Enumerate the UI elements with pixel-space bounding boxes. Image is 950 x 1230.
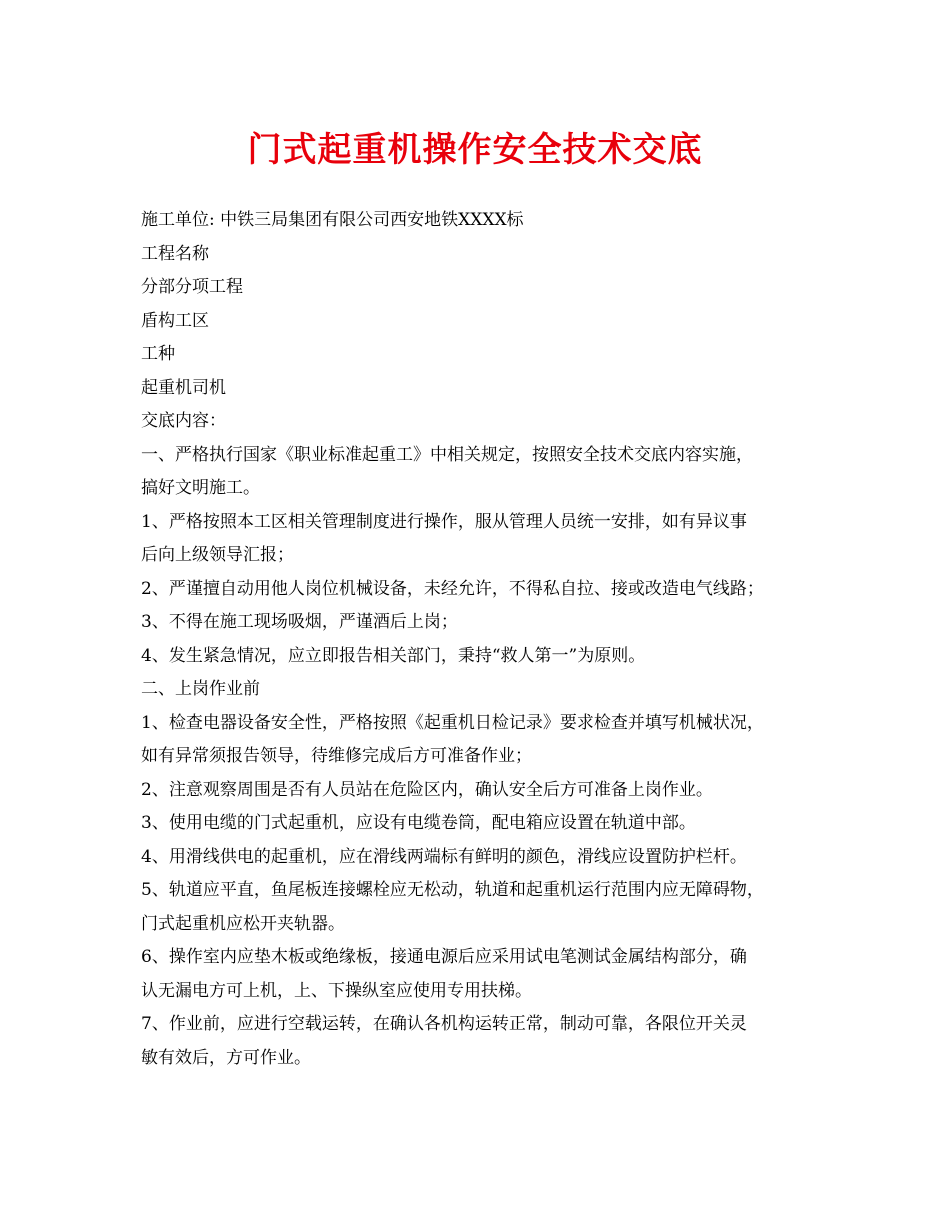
text-line: 施工单位: 中铁三局集团有限公司西安地铁XXXX标 bbox=[141, 210, 524, 230]
text-line: 1、检查电器设备安全性，严格按照《起重机日检记录》要求检查并填写机械状况， bbox=[141, 712, 764, 733]
text-line: 4、发生紧急情况，应立即报告相关部门，秉持“救人第一”为原则。 bbox=[141, 645, 646, 666]
text-line: 交底内容： bbox=[141, 411, 226, 431]
text-line: 7、作业前，应进行空载运转，在确认各机构运转正常，制动可靠，各限位开关灵 bbox=[141, 1014, 747, 1034]
text-line: 一、严格执行国家《职业标准起重工》中相关规定，按照安全技术交底内容实施， bbox=[141, 444, 753, 465]
text-line: 敏有效后，方可作业。 bbox=[141, 1047, 311, 1068]
text-line: 如有异常须报告领导，待维修完成后方可准备作业； bbox=[141, 746, 532, 766]
text-line: 5、轨道应平直，鱼尾板连接螺栓应无松动，轨道和起重机运行范围内应无障碍物， bbox=[141, 880, 764, 900]
text-line: 起重机司机 bbox=[141, 377, 226, 398]
text-line: 4、用滑线供电的起重机，应在滑线两端标有鲜明的颜色，滑线应设置防护栏杆。 bbox=[141, 846, 747, 867]
text-line: 二、上岗作业前 bbox=[141, 679, 260, 699]
text-line: 2、注意观察周围是否有人员站在危险区内，确认安全后方可准备上岗作业。 bbox=[141, 779, 713, 800]
text-line: 盾构工区 bbox=[141, 310, 209, 331]
document-body bbox=[141, 204, 821, 1075]
text-line: 2、严谨擅自动用他人岗位机械设备，未经允许，不得私自拉、接或改造电气线路； bbox=[141, 578, 764, 599]
text-line: 3、使用电缆的门式起重机，应设有电缆卷筒，配电箱应设置在轨道中部。 bbox=[141, 813, 696, 833]
document-title: 门式起重机操作安全技术交底 bbox=[247, 130, 703, 170]
text-line: 门式起重机应松开夹轨器。 bbox=[141, 913, 345, 934]
text-line: 分部分项工程 bbox=[141, 277, 243, 297]
text-line: 3、不得在施工现场吸烟，严谨酒后上岗； bbox=[141, 612, 458, 632]
text-line: 6、操作室内应垫木板或绝缘板，接通电源后应采用试电笔测试金属结构部分，确 bbox=[141, 947, 747, 967]
text-line: 后向上级领导汇报； bbox=[141, 545, 294, 565]
text-line: 搞好文明施工。 bbox=[141, 478, 260, 498]
text-line: 1、严格按照本工区相关管理制度进行操作，服从管理人员统一安排，如有异议事 bbox=[141, 511, 747, 532]
text-line: 认无漏电方可上机，上、下操纵室应使用专用扶梯。 bbox=[141, 980, 532, 1001]
text-line: 工程名称 bbox=[141, 243, 209, 264]
text-line: 工种 bbox=[141, 344, 175, 364]
